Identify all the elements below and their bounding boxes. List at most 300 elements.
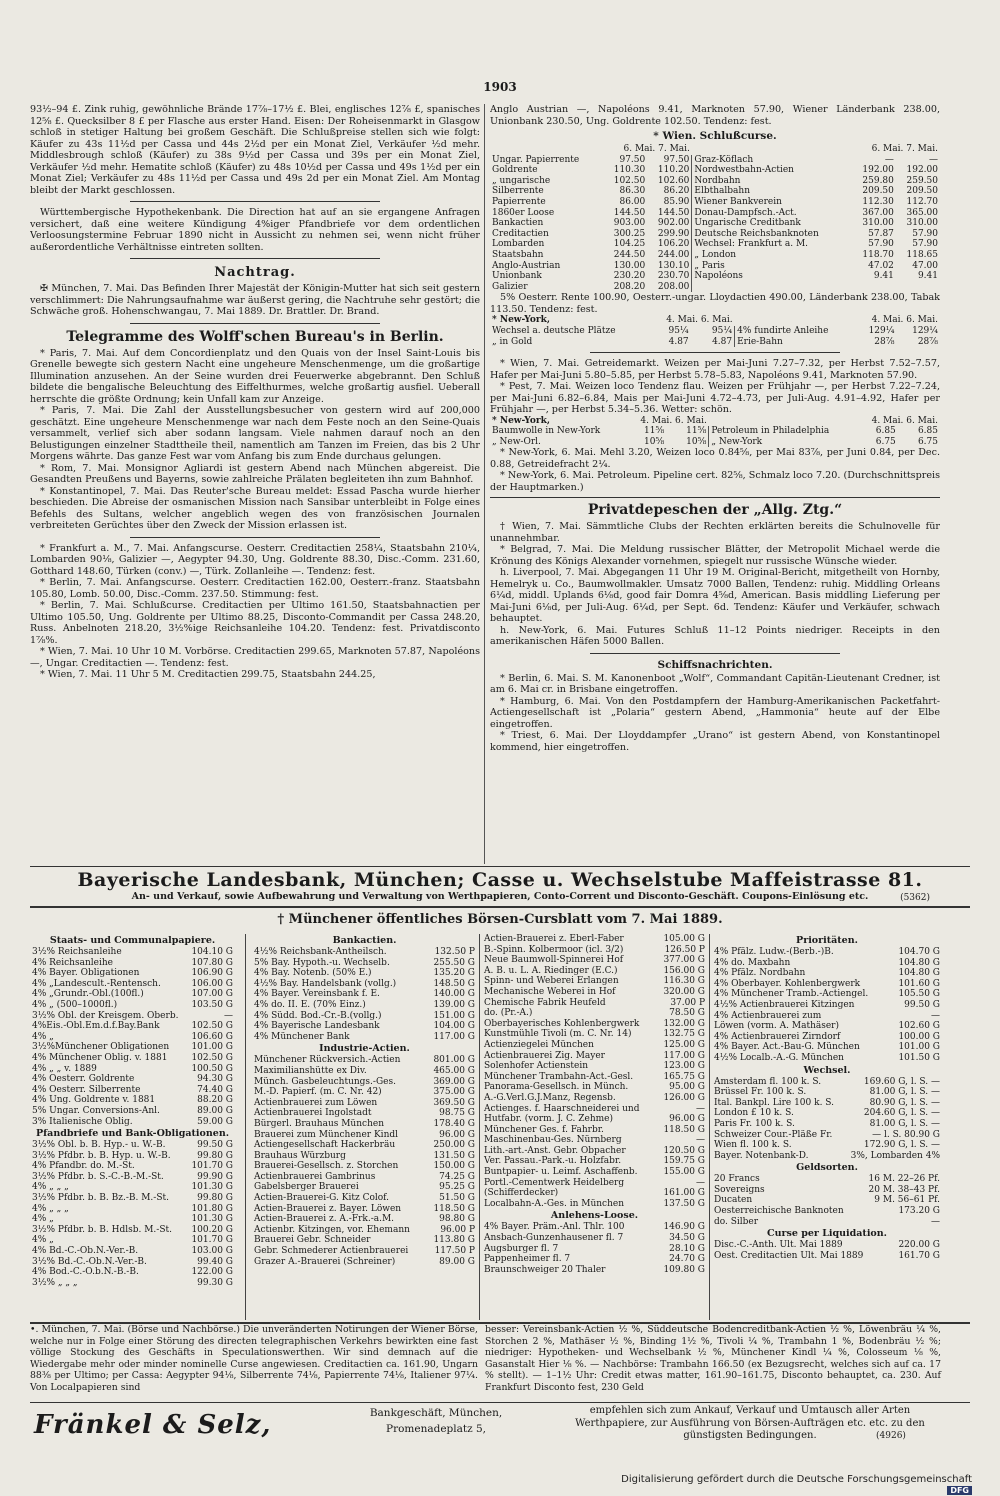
table-row: [482, 1178, 707, 1189]
table-row: [490, 326, 940, 337]
security-name: 4% Südd. Bod.-Cr.-B.(vollg.): [254, 1010, 382, 1021]
section-heading: Prioritäten.: [796, 935, 858, 946]
security-name: Actienbrauerei Ingolstadt: [254, 1108, 372, 1119]
quote-value: 129¼: [868, 325, 895, 336]
security-name: Petroleum in Philadelphia: [709, 426, 856, 437]
table-row: [712, 1195, 942, 1206]
table-row: [252, 1000, 477, 1011]
security-name: Hutfabr. (vorm. J. C. Zehme): [484, 1114, 613, 1125]
security-name: Braunschweiger 20 Thaler: [484, 1264, 606, 1275]
table-row: [30, 947, 235, 958]
security-name: Brauerei-Gesellsch. z. Storchen: [254, 1161, 399, 1172]
security-name: Solenhofer Actienstein: [484, 1061, 589, 1072]
quote-value: 104.00 G: [433, 1021, 475, 1032]
quote-value: —: [931, 1010, 940, 1021]
quote-value: 101.70 G: [191, 1161, 233, 1172]
quote-value: 101.60 G: [898, 978, 940, 989]
table-header: 4. Mai. 6. Mai.: [666, 315, 733, 326]
firm-address-line-1: Bankgeschäft, München,: [369, 1407, 503, 1419]
security-name: Disc.-C.-Anth. Ult. Mai 1889: [714, 1240, 843, 1251]
quote-value: 101.50 G: [898, 1052, 940, 1063]
security-name: do. (Pr.-A.): [484, 1008, 533, 1019]
table-row: [490, 239, 940, 250]
security-name: 4% Actienbrauerei zum: [714, 1010, 822, 1021]
firm-ad-number: (4926): [876, 1431, 906, 1441]
quote-value: 320.00 G: [663, 986, 705, 997]
security-name: Lith.-art.-Anst. Gebr. Obpacher: [484, 1145, 626, 1156]
quote-value: 255.50 G: [433, 957, 475, 968]
security-name: Actienziegelei München: [484, 1039, 594, 1050]
security-name: 4% „: [32, 1031, 54, 1042]
quote-value: 126.00 G: [663, 1092, 705, 1103]
quote-value: 100.00 G: [898, 1031, 940, 1042]
security-name: Gebr. Schmederer Actienbrauerei: [254, 1246, 409, 1257]
security-name: 3% Italienische Oblig.: [32, 1116, 133, 1127]
quote-value: 106.60 G: [191, 1031, 233, 1042]
security-name: Brauerei Gebr. Schneider: [254, 1235, 371, 1246]
berlin-report-1: * Berlin, 7. Mai. Anfangscurse. Oesterr. Creditactien 162.00, Oesterr.-franz. Staatsbahn 105.80, Lomb. 50.00, Disc.-Comm. 237.50. Stimmung: fest.: [30, 577, 480, 600]
quote-value: 117.00 G: [433, 1031, 475, 1042]
security-name: 4% „ (500–1000fl.): [32, 999, 118, 1010]
quote-value: —: [696, 1135, 705, 1146]
security-name: 1860er Loose: [492, 207, 555, 218]
table-row: [252, 968, 477, 979]
security-name: 4½% Localb.-A.-G. München: [714, 1052, 844, 1063]
security-name: Wiener Bankverein: [692, 197, 852, 208]
security-name: B.-Spinn. Kolbermoor (icl. 3/2): [484, 944, 624, 955]
stock-exchange-header: [30, 906, 970, 930]
table-row: [30, 1214, 235, 1225]
nachtrag-heading: Nachtrag.: [214, 265, 296, 280]
section-heading: Curse per Liquidation.: [767, 1228, 887, 1240]
table-row: [482, 1156, 707, 1167]
table-row: [30, 958, 235, 969]
security-name: 4% „: [32, 1235, 54, 1246]
quote-value: 9.41: [917, 271, 938, 282]
table-row: [490, 250, 940, 261]
firm-address: [336, 1405, 536, 1437]
metal-market-text: 93½–94 £. Zink ruhig, gewöhnliche Brände 17⅞–17½ £. Blei, englisches 12⅞ £, spanisches 12⅝ £. Quecksilber 8 £ per Flasche aus erster Hand. Eisen: Der Roheisenmarkt in Glasgow schloß in stetiger Haltung bei großem Geschäft. Die Schlußpreise stellen sich wie folgt: Käufer zu 43s 11½d per Cassa und 44s 2½d per ein Monat Ziel, Verkäufer ½d mehr. Middlesbrough schloß (Käufer) zu 38s 9½d per Cassa und 39s per ein Monat Ziel, Verkäufer ½d mehr. Hematite schloß (Käufer) zu 48s 10½d per Cassa und 49s 1½d per ein Monat Ziel; Verkäufer zu 48s 11½d per Cassa und 49s 2d per ein Monat Ziel. Am Montag bleibt der Markt geschlossen.: [30, 104, 480, 196]
table-row: [482, 1188, 707, 1199]
security-name: Brüssel Fr. 100 k. S.: [714, 1087, 807, 1098]
quote-value: 169.60 G, l. S. —: [863, 1076, 940, 1087]
quote-value: 103.00 G: [191, 1246, 233, 1257]
security-name: Brauerei zum Münchener Kindl: [254, 1129, 398, 1140]
table-row: [252, 1193, 477, 1204]
quote-value: 74.40 G: [197, 1084, 233, 1095]
table-row: [30, 1235, 235, 1246]
frankfurt-report: * Frankfurt a. M., 7. Mai. Anfangscurse. Oesterr. Creditactien 258¼, Staatsbahn 210¼, Lombarden 90⅛, Galizier —, Aegypter 94.30, Ung. Goldrente 88.30, Disc.-Comm. 231.60, Gotthard 148.60, Türken (conv.) —, Türk. Zollanleihe —. Tendenz: fest.: [30, 542, 480, 577]
quote-value: 146.90 G: [663, 1222, 705, 1233]
security-name: Neue Baumwoll-Spinnerei Hof: [484, 955, 624, 966]
quote-value: 161.70 G: [898, 1250, 940, 1261]
section-heading: Bankactien.: [332, 935, 397, 946]
table-row: [252, 1087, 477, 1098]
quote-value: 28⅞: [917, 336, 938, 347]
quote-value: 375.00 G: [433, 1087, 475, 1098]
table-row: [482, 976, 707, 987]
security-name: Maschinenbau-Ges. Nürnberg: [484, 1135, 622, 1146]
quote-value: 89.00 G: [197, 1105, 233, 1116]
quote-value: 148.50 G: [433, 978, 475, 989]
security-name: Erie-Bahn: [735, 337, 853, 348]
table-row: [712, 968, 942, 979]
table-header: 6. Mai. 7. Mai.: [871, 144, 938, 154]
quote-value: 96.00 G: [439, 1129, 475, 1140]
table-row: [30, 1074, 235, 1085]
quote-value: 110.30: [613, 165, 646, 176]
quote-value: 135.20 G: [433, 968, 475, 979]
table-row: [712, 1206, 942, 1217]
security-name: Münchener Ges. f. Fahrbr.: [484, 1124, 604, 1135]
table-row: [482, 1019, 707, 1030]
security-name: 4% Oesterr. Silberrente: [32, 1084, 141, 1095]
table-row: [490, 208, 940, 219]
security-name: 3½% Bd.-C.-Ob.N.-Ver.-B.: [32, 1256, 147, 1267]
quote-value: 903.00: [613, 218, 646, 229]
quote-value: 28.10 G: [669, 1243, 705, 1254]
quote-value: 6.85: [917, 426, 938, 437]
table-row: [490, 186, 940, 197]
security-name: Actien-Brauerei-G. Kitz Colof.: [254, 1193, 390, 1204]
page-number: 1903: [483, 80, 517, 94]
quote-value: 139.00 G: [433, 999, 475, 1010]
table-row: [252, 989, 477, 1000]
quote-value: 20 M. 38–43 Pf.: [868, 1184, 940, 1195]
table-row: [252, 1119, 477, 1130]
security-name: 4% Bayer. Präm.-Anl. Thlr. 100: [484, 1222, 625, 1233]
security-name: 3½% Pfdbr. b. B. Hyp. u. W.-B.: [32, 1150, 171, 1161]
quote-value: 120.50 G: [663, 1145, 705, 1156]
security-name: Ansbach-Gunzenhausener fl. 7: [484, 1233, 624, 1244]
table-row: [30, 1000, 235, 1011]
liverpool-text: h. Liverpool, 7. Mai. Abgegangen 11 Uhr 19 M. Original-Bericht, mitgetheilt von Hornby, Hemelryk u. Co., Baumwollmakler. Umsatz 7000 Ballen, Tendenz: ruhig. Middling Orleans 6¼d, middl. Uplands 6⅛d, good fair Domra 4⅝d, American. Basis middling Lieferung per Mai-Juni 6⅛d, per Juli-Aug. 6¼d, per Sept. 6d. Tendenz: Käufer und Verkäufer, schwach behauptet.: [490, 567, 940, 625]
security-name: 4% „Grundr.-Obl.(100fl.): [32, 989, 144, 1000]
table-row: [482, 966, 707, 977]
quote-value: 104.80 G: [898, 968, 940, 979]
quote-value: 96.00 P: [440, 1224, 475, 1235]
table-row: [482, 934, 707, 945]
table-row: [712, 1011, 942, 1022]
quote-value: 110.20: [657, 165, 690, 176]
table-row: [252, 1257, 477, 1268]
hamburg-ship-text: * Hamburg, 6. Mai. Von den Postdampfern der Hamburg-Amerikanischen Packetfahrt-Actiengesellschaft ist „Polaria“ gestern Abend, „Hammonia“ heute auf der Elbe eingetroffen.: [490, 695, 940, 730]
vienna-closing-title: * Wien. Schlußcurse.: [653, 130, 777, 142]
table-row: [30, 1151, 235, 1162]
private-dispatch-heading: Privatdepeschen der „Allg. Ztg.“: [587, 502, 843, 519]
quote-value: 102.60 G: [898, 1021, 940, 1032]
table-row: [482, 1082, 707, 1093]
security-name: Ungar. Papierrente: [492, 154, 580, 165]
security-name: Oest. Creditactien Ult. Mai 1889: [714, 1250, 864, 1261]
security-name: Amsterdam fl. 100 k. S.: [714, 1076, 822, 1087]
quote-value: 95.00 G: [669, 1082, 705, 1093]
security-name: Graz-Köflach: [692, 155, 852, 166]
security-name: 4% do. II. E. (70% Einz.): [254, 999, 366, 1010]
newyork-futures-text: h. New-York, 6. Mai. Futures Schluß 11–12 Points niedriger. Receipts in den amerikanischen Häfen 5000 Ballen.: [490, 624, 940, 648]
table-row: [252, 1204, 477, 1215]
table-row: [490, 426, 940, 437]
table-row: [490, 337, 940, 348]
security-name: Actienbr. Kitzingen, vor. Ehemann: [254, 1224, 410, 1235]
security-name: 4% Münchener Bank: [254, 1031, 350, 1042]
table-row: [712, 1174, 942, 1185]
vienna-continued-text: Anglo Austrian —, Napoléons 9.41, Marknoten 57.90, Wiener Länderbank 238.00, Unionbank 230.50, Ung. Goldrente 102.50. Tendenz: fest.: [490, 104, 940, 127]
quote-value: 81.00 G, l. S. —: [869, 1087, 940, 1098]
security-name: Grazer A.-Brauerei (Schreiner): [254, 1256, 396, 1267]
table-row: [482, 1008, 707, 1019]
quote-value: 159.75 G: [663, 1156, 705, 1167]
quote-value: 6.75: [875, 436, 896, 447]
security-name: Paris Fr. 100 k. S.: [714, 1118, 795, 1129]
table-row: [482, 1233, 707, 1244]
security-name: 20 Francs: [714, 1174, 760, 1185]
quote-value: 101.80 G: [191, 1203, 233, 1214]
quote-value: 122.00 G: [191, 1267, 233, 1278]
security-name: Papierrente: [492, 196, 546, 207]
table-row: [252, 1161, 477, 1172]
newyork-table-2: [490, 416, 940, 448]
security-name: Elbthalbahn: [692, 186, 852, 197]
quote-value: 151.00 G: [433, 1010, 475, 1021]
vienna-clubs-text: † Wien, 7. Mai. Sämmtliche Clubs der Rechten erklärten bereits die Schulnovelle für unannehmbar.: [490, 521, 940, 544]
security-name: 4% Münchener Tramb.-Actiengel.: [714, 989, 869, 1000]
table-row: [490, 165, 940, 176]
table-row: [252, 1108, 477, 1119]
security-name: Nordbahn: [692, 176, 852, 187]
vienna-report-2: * Wien, 7. Mai. 11 Uhr 5 M. Creditactien 299.75, Staatsbahn 244.25,: [40, 669, 376, 680]
quote-value: 465.00 G: [433, 1065, 475, 1076]
quote-value: —: [696, 1103, 705, 1114]
quote-value: 156.00 G: [663, 965, 705, 976]
section-heading: Anlehens-Loose.: [550, 1210, 639, 1222]
quote-value: —: [224, 1010, 233, 1021]
table-row: [482, 945, 707, 956]
footer-text: Digitalisierung gefördert durch die Deutsche Forschungsgemeinschaft: [621, 1474, 972, 1485]
security-name: Pappenheimer fl. 7: [484, 1254, 571, 1265]
security-name: Galizier: [492, 281, 528, 292]
quote-value: 86.30: [619, 186, 646, 197]
bank-ad-number: (5362): [900, 893, 930, 903]
pest-grain-text: * Pest, 7. Mai. Weizen loco Tendenz flau. Weizen per Frühjahr —, per Herbst 7.22–7.24, per Mai-Juni 6.82–6.84, Mais per Mai-Juni 4.72–4.73, per Juli-Aug. 4.91–4.92, Hafer per Frühjahr —, per Herbst 5.34–5.36. Wetter: schön.: [490, 381, 940, 416]
table-row: [490, 197, 940, 208]
security-name: Localbahn-A.-Ges. in München: [484, 1198, 625, 1209]
quote-value: 57.90: [868, 239, 894, 250]
quote-value: 101.70 G: [191, 1235, 233, 1246]
table-row: [252, 979, 477, 990]
table-row: [712, 1042, 942, 1053]
security-name: 4% Ung. Goldrente v. 1881: [32, 1095, 156, 1106]
column-divider: [484, 104, 485, 864]
security-name: Münch. Gasbeleuchtungs.-Ges.: [254, 1076, 396, 1087]
quote-value: 369.00 G: [433, 1076, 475, 1087]
quote-value: —: [696, 1177, 705, 1188]
quote-value: 118.70: [862, 249, 894, 260]
quote-value: [896, 282, 940, 293]
security-name: 4% Bd.-C.-Ob.N.-Ver.-B.: [32, 1246, 139, 1257]
munich-queen-text: ✠ München, 7. Mai. Das Befinden Ihrer Majestät der Königin-Mutter hat sich seit gestern verschlimmert: Die Nahrungsaufnahme war äußerst gering, die Nachtruhe sehr gestört; die Schwäche groß. Hohenschwangau, 7. Mai 1889. Dr. Brattler. Dr. Brand.: [30, 283, 480, 317]
quote-value: 192.00: [862, 165, 894, 176]
security-name: 3½% Pfdbr. b. S.-C.-B.-M.-St.: [32, 1171, 164, 1182]
table-row: [252, 1214, 477, 1225]
quote-value: 259.80: [862, 175, 894, 186]
quote-value: 57.90: [912, 239, 938, 250]
security-name: Sovereigns: [714, 1184, 765, 1195]
security-name: Actienges. f. Haarschneiderei und: [484, 1103, 640, 1114]
security-name: Münchener Rückversich.-Actien: [254, 1055, 401, 1066]
quote-value: 125.00 G: [663, 1039, 705, 1050]
ad-rule: [30, 1402, 970, 1403]
security-name: Mechanische Weberei in Hof: [484, 986, 616, 997]
quote-value: 178.40 G: [433, 1118, 475, 1129]
security-name: Bürgerl. Brauhaus München: [254, 1118, 384, 1129]
security-name: Buntpapier- u. Leimf. Aschaffenb.: [484, 1167, 638, 1178]
security-name: 4% „: [32, 1214, 54, 1225]
newyork-flour-text: * New-York, 6. Mai. Mehl 3.20, Weizen loco 0.84⅝, per Mai 83⅞, per Juni 0.84, per Dec. 0.88, Getreidefracht 2¼.: [490, 447, 940, 470]
security-name: Baumwolle in New-York: [492, 426, 601, 437]
table-row: [30, 1267, 235, 1278]
table-row: [252, 1246, 477, 1257]
security-name: Unionbank: [492, 271, 542, 282]
security-name: [692, 282, 852, 293]
quote-value: 902.00: [657, 218, 690, 229]
trieste-ship-text: * Triest, 6. Mai. Der Lloyddampfer „Urano“ ist gestern Abend, von Konstantinopel kommend, hier eingetroffen.: [490, 730, 940, 753]
table-row: [712, 1240, 942, 1251]
security-name: 3½% Obl. der Kreisgem. Oberb.: [32, 1010, 179, 1021]
quote-value: 204.60 G, l. S. —: [863, 1108, 940, 1119]
security-name: Bankactien: [492, 218, 544, 229]
quote-value: 310.00: [906, 218, 938, 229]
table-row: [30, 1095, 235, 1106]
table-row: [482, 1265, 707, 1276]
quote-value: 106.90 G: [191, 968, 233, 979]
table-row: [490, 282, 940, 293]
quote-value: 97.50: [663, 154, 690, 165]
quote-value: 101.30 G: [191, 1182, 233, 1193]
table-row: [30, 1246, 235, 1257]
table-row: [712, 1000, 942, 1011]
security-name: 4% „ „ v. 1889: [32, 1063, 97, 1074]
table-row: [712, 1140, 942, 1151]
quote-value: 11⅝: [686, 426, 707, 437]
table-row: [482, 1093, 707, 1104]
quote-value: 107.00 G: [191, 989, 233, 1000]
section-heading: Staats- und Communalpapiere.: [49, 935, 216, 946]
quote-value: [852, 282, 896, 293]
table-row: [482, 1072, 707, 1083]
paris-report-2: * Paris, 7. Mai. Die Zahl der Ausstellungsbesucher von gestern wird auf 200,000 geschätzt. Eine ungeheure Menschenmenge war nach dem Feste noch an den Seine-Quais versammelt, verlief sich aber sodann langsam. Viele nahmen darauf noch an den Belustigungen einzelner Stadttheile theil, namentlich am Tanzen im Freien, das bis 2 Uhr Morgens währte. Das ganze Fest war vom Anfang bis zum Ende durchaus gelungen.: [30, 405, 480, 462]
quote-value: 126.50 P: [664, 944, 705, 955]
firm-address-line-2: Promenadeplatz 5,: [386, 1423, 486, 1435]
table-row: [482, 1051, 707, 1062]
security-name: „ London: [692, 250, 852, 261]
table-row: [252, 1066, 477, 1077]
quote-value: 377.00 G: [663, 955, 705, 966]
table-row: [30, 1085, 235, 1096]
quote-value: 113.80 G: [433, 1235, 475, 1246]
security-name: Actien-Brauerei z. Bayer. Löwen: [254, 1203, 402, 1214]
security-name: 4% Bayerische Landesbank: [254, 1021, 380, 1032]
table-row: [712, 989, 942, 1000]
security-name: (Schifferdecker): [484, 1188, 559, 1199]
quote-value: 101.30 G: [191, 1214, 233, 1225]
security-name: 4% „ „ „: [32, 1203, 69, 1214]
quote-value: 86.00: [619, 196, 646, 207]
table-header: 4. Mai. 6. Mai.: [871, 415, 938, 426]
quote-value: 230.20: [613, 271, 646, 282]
security-name: Staatsbahn: [492, 249, 544, 260]
table-row: [712, 979, 942, 990]
security-name: 4½% Actienbrauerei Kitzingen: [714, 999, 855, 1010]
quote-value: 109.80 G: [663, 1264, 705, 1275]
quote-value: 244.50: [613, 249, 646, 260]
divider: [590, 653, 840, 654]
quote-value: 123.00 G: [663, 1061, 705, 1072]
quote-value: 106.20: [657, 239, 690, 250]
quote-value: 117.00 G: [663, 1050, 705, 1061]
security-name: Oesterreichische Banknoten: [714, 1206, 844, 1217]
quote-value: —: [929, 154, 938, 165]
divider: [130, 323, 380, 324]
table-row: [30, 1106, 235, 1117]
firm-name: Fränkel & Selz,: [34, 1410, 272, 1440]
table-row: [482, 1254, 707, 1265]
quote-value: 81.00 G, l. S. —: [869, 1118, 940, 1129]
quote-value: 137.50 G: [663, 1198, 705, 1209]
quote-value: 10⅝: [686, 436, 707, 447]
table-row: [252, 1077, 477, 1088]
security-name: 4% Bayer. Act.-Bau-G. München: [714, 1042, 860, 1053]
bank-title: Bayerische Landesbank, München; Casse u. Wechselstube Maffeistrasse 81.: [77, 869, 923, 891]
stock-exchange-title: † Münchener öffentliches Börsen-Cursblatt vom 7. Mai 1889.: [277, 912, 723, 927]
quote-value: 100.20 G: [191, 1224, 233, 1235]
security-name: Ducaten: [714, 1195, 753, 1206]
security-name: Oberbayerisches Kohlenbergwerk: [484, 1018, 640, 1029]
security-name: Napoléons: [692, 271, 852, 282]
table-row: [712, 1217, 942, 1228]
section-heading: Pfandbriefe und Bank-Obligationen.: [35, 1128, 230, 1140]
rente-text: 5% Oesterr. Rente 100.90, Oesterr.-ungar. Lloydactien 490.00, Länderbank 238.00, Tabak 113.50. Tendenz: fest.: [490, 292, 940, 315]
quote-value: 130.10: [657, 260, 690, 271]
quote-value: 4.87: [712, 336, 733, 347]
security-name: Deutsche Reichsbanknoten: [692, 229, 852, 240]
security-name: 4% Actienbrauerei Zirndorf: [714, 1031, 841, 1042]
security-name: Wechsel: Frankfurt a. M.: [692, 239, 852, 250]
table-row: [712, 1077, 942, 1088]
security-name: 3½% „ „ „: [32, 1277, 78, 1288]
quote-value: 801.00 G: [433, 1055, 475, 1066]
security-name: 4% Oesterr. Goldrente: [32, 1074, 135, 1085]
quote-value: 98.75 G: [439, 1108, 475, 1119]
grid-divider: [709, 934, 710, 1320]
table-row: [30, 1172, 235, 1183]
quote-value: 57.87: [868, 228, 894, 239]
quote-value: 230.70: [657, 271, 690, 282]
quote-value: 98.80 G: [439, 1214, 475, 1225]
security-name: 4% Pfälz. Nordbahn: [714, 968, 806, 979]
table-row: [712, 1053, 942, 1064]
quote-value: 85.90: [663, 196, 690, 207]
quote-value: 367.00: [862, 207, 894, 218]
table-row: [30, 1032, 235, 1043]
table-row: [490, 437, 940, 448]
berlin-report-2: * Berlin, 7. Mai. Schlußcurse. Creditactien per Ultimo 161.50, Staatsbahnactien per Ultimo 105.50, Ung. Goldrente per Ultimo 88.25, Disconto-Commandit per Cassa 248.20, Russ. Anbelnoten 218.20, 3½%ige Reichsanleihe 104.20. Tendenz: fest. Privatdisconto 1⅞%.: [30, 600, 480, 646]
quote-value: 208.20: [613, 281, 646, 292]
quote-value: 112.30: [862, 196, 894, 207]
security-name: Ital. Bankpl. Lire 100 k. S.: [714, 1097, 834, 1108]
firm-description: empfehlen sich zum Ankauf, Verkauf und Umtausch aller Arten Werthpapiere, zur Ausführung von Börsen-Aufträgen etc. etc. zu den günstigsten Bedingungen.: [575, 1405, 925, 1441]
quote-value: 9.41: [873, 271, 894, 282]
